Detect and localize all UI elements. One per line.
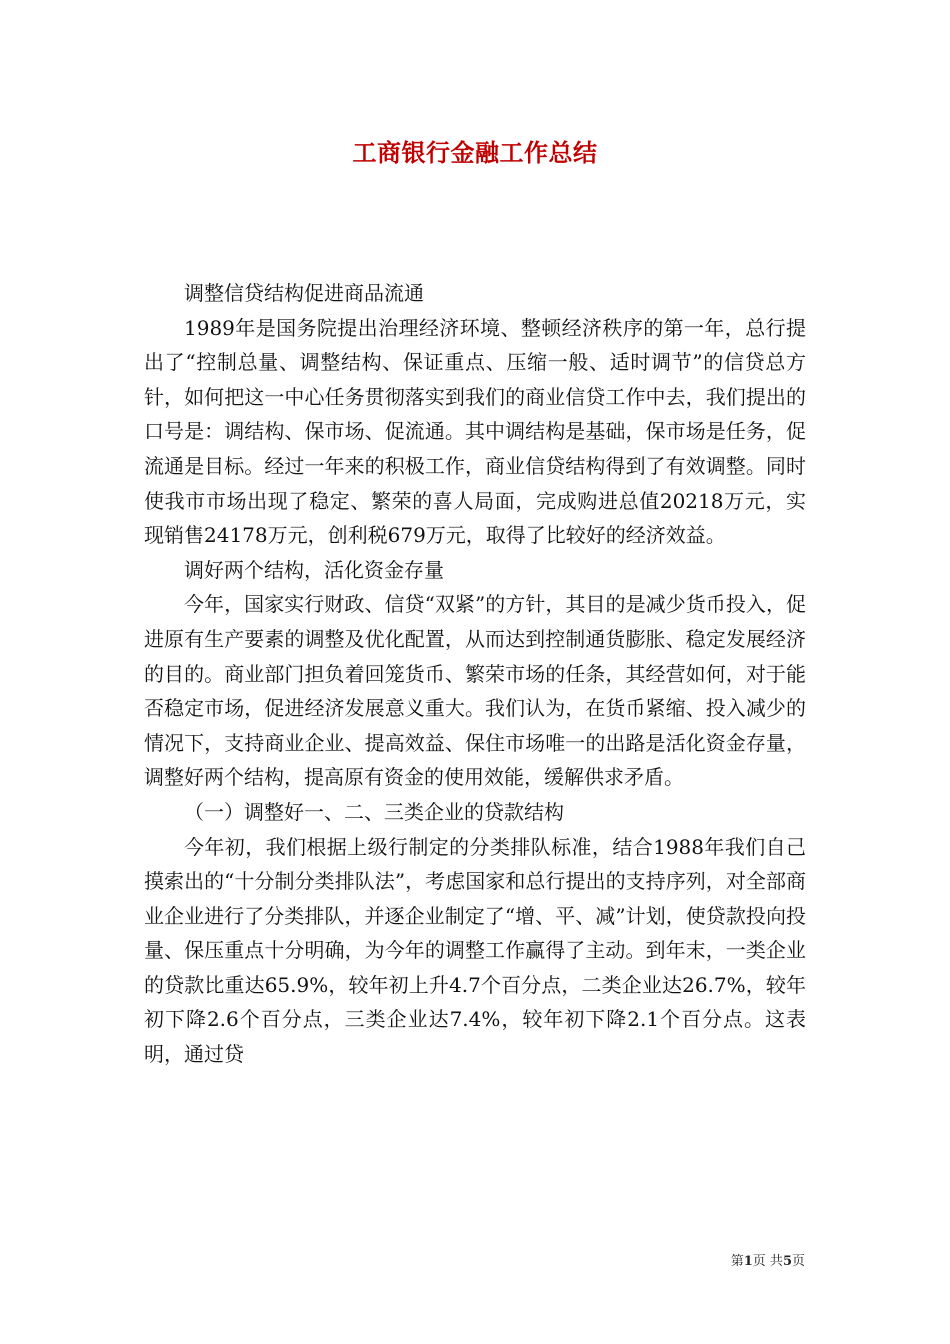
document-title: 工商银行金融工作总结	[352, 138, 598, 167]
body-paragraph: 今年，国家实行财政、信贷“双紧”的方针，其目的是减少货币投入，促进原有生产要素的调整及优化配置，从而达到控制通货膨胀、稳定发展经济的目的。商业部门担负着回笼货币、繁荣市场的任条，其经营如何，对于能否稳定市场，促进经济发展意义重大。我们认为，在货币紧缩、投入减少的情况下，支持商业企业、提高效益、保住市场唯一的出路是活化资金存量，调整好两个结构，提高原有资金的使用效能，缓解供求矛盾。	[144, 592, 806, 790]
body-paragraph: 1989年是国务院提出治理经济环境、整顿经济秩序的第一年，总行提出了“控制总量、调整结构、保证重点、压缩一般、适时调节”的信贷总方针，如何把这一中心任务贯彻落实到我们的商业信贷工作中去，我们提出的口号是：调结构、保市场、促流通。其中调结构是基础，保市场是任务，促流通是目标。经过一年来的积极工作，商业信贷结构得到了有效调整。同时使我市市场出现了稳定、繁荣的喜人局面，完成购进总值20218万元，实现销售24178万元，创利税679万元，取得了比较好的经济效益。	[144, 315, 806, 548]
body-paragraph: 今年初，我们根据上级行制定的分类排队标准，结合1988年我们自己摸索出的“十分制分类排队法”，考虑国家和总行提出的支持序列，对全部商业企业进行了分类排队，并逐企业制定了“增、平、减”计划，使贷款投向投量、保压重点十分明确，为今年的调整工作赢得了主动。到年末，一类企业的贷款比重达65.9%，较年初上升4.7个百分点，二类企业达26.7%，较年初下降2.6个百分点，三类企业达7.4%，较年初下降2.1个百分点。这表明，通过贷	[144, 834, 806, 1067]
footer-total-pages: 5	[782, 1254, 792, 1269]
footer-middle: 页 共	[752, 1254, 783, 1269]
section-heading: 调好两个结构，活化资金存量	[184, 557, 444, 582]
document-body	[144, 276, 806, 1072]
footer-prefix: 第	[730, 1254, 744, 1269]
page-footer	[731, 1250, 805, 1269]
subsection-heading: （一）调整好一、二、三类企业的贷款结构	[184, 799, 564, 824]
footer-page-number: 1	[743, 1254, 753, 1269]
footer-suffix: 页	[791, 1254, 805, 1269]
section-heading: 调整信贷结构促进商品流通	[184, 281, 424, 305]
